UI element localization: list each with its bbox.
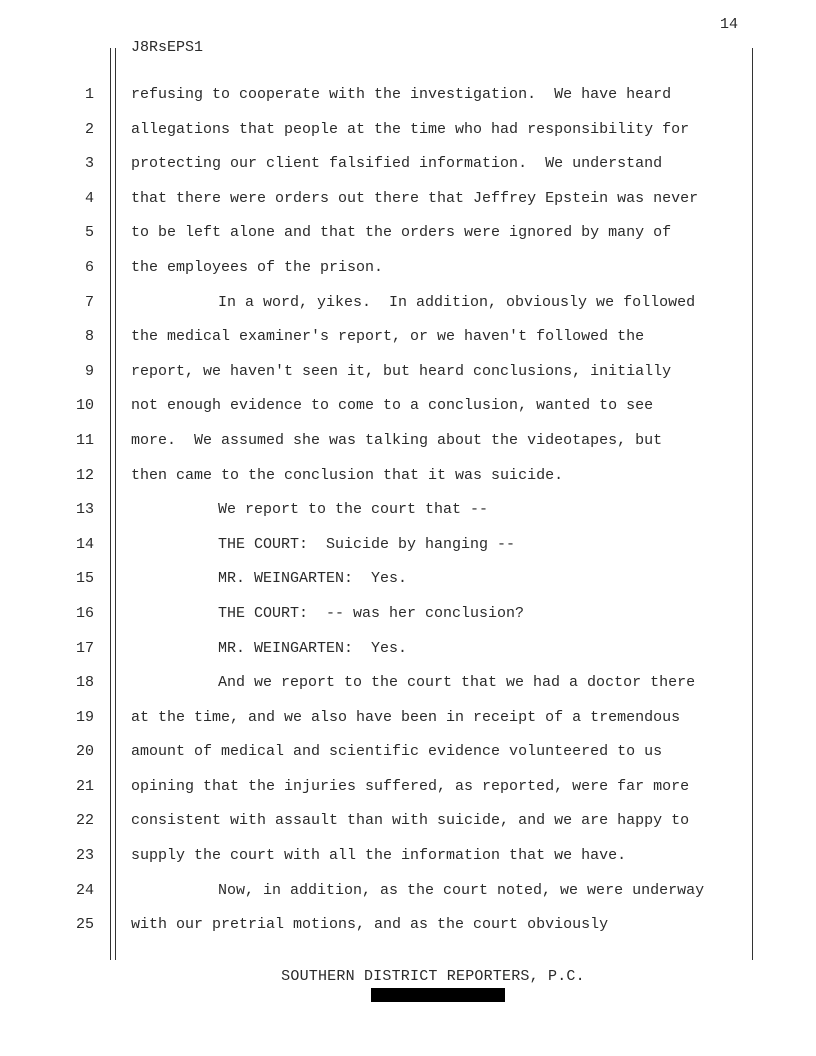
transcript-line: with our pretrial motions, and as the court obviously bbox=[131, 916, 609, 934]
transcript-line: We report to the court that -- bbox=[218, 501, 489, 519]
line-number: 8 bbox=[84, 328, 94, 346]
transcript-line: protecting our client falsified information. We understand bbox=[131, 155, 663, 173]
page-number: 14 bbox=[719, 16, 738, 33]
transcript-line: more. We assumed she was talking about the videotapes, but bbox=[131, 431, 663, 449]
line-number: 24 bbox=[75, 881, 94, 899]
line-number: 25 bbox=[75, 916, 94, 934]
transcript-line: to be left alone and that the orders were ignored by many of bbox=[131, 224, 672, 242]
line-number: 16 bbox=[75, 604, 94, 622]
footer-reporter-name: SOUTHERN DISTRICT REPORTERS, P.C. bbox=[281, 968, 585, 985]
transcript-line: report, we haven't seen it, but heard conclusions, initially bbox=[131, 362, 672, 380]
transcript-line: at the time, and we also have been in receipt of a tremendous bbox=[131, 708, 681, 726]
transcript-line: MR. WEINGARTEN: Yes. bbox=[218, 639, 408, 657]
line-number: 1 bbox=[84, 86, 94, 103]
transcript-line: In a word, yikes. In addition, obviously we followed bbox=[218, 293, 696, 311]
transcript-line: opining that the injuries suffered, as reported, were far more bbox=[131, 777, 690, 795]
line-number: 20 bbox=[75, 743, 94, 761]
transcript-line: And we report to the court that we had a doctor there bbox=[218, 674, 696, 692]
transcript-line: supply the court with all the information that we have. bbox=[131, 847, 627, 865]
line-number: 12 bbox=[75, 466, 94, 484]
line-number: 3 bbox=[84, 155, 94, 173]
line-number: 13 bbox=[75, 501, 94, 519]
line-number: 11 bbox=[75, 431, 94, 449]
line-number: 21 bbox=[75, 777, 94, 795]
line-number: 18 bbox=[75, 674, 94, 692]
transcript-line: THE COURT: -- was her conclusion? bbox=[218, 604, 525, 622]
transcript-line: that there were orders out there that Jeffrey Epstein was never bbox=[131, 189, 699, 207]
line-number: 5 bbox=[84, 224, 94, 242]
line-number: 2 bbox=[84, 120, 94, 138]
line-number: 9 bbox=[84, 362, 94, 380]
transcript-line: consistent with assault than with suicide, and we are happy to bbox=[131, 812, 690, 830]
transcript-body bbox=[131, 78, 746, 943]
line-number: 19 bbox=[75, 708, 94, 726]
transcript-line: allegations that people at the time who had responsibility for bbox=[131, 120, 690, 138]
transcript-line: amount of medical and scientific evidence volunteered to us bbox=[131, 743, 663, 761]
right-margin-rule bbox=[752, 48, 753, 960]
case-id-header: J8RsEPS1 bbox=[131, 39, 204, 56]
left-margin-rule-outer bbox=[110, 48, 111, 960]
line-number: 6 bbox=[84, 258, 94, 276]
transcript-line: THE COURT: Suicide by hanging -- bbox=[218, 535, 516, 553]
line-number: 22 bbox=[75, 812, 94, 830]
line-number: 15 bbox=[75, 570, 94, 588]
transcript-line: Now, in addition, as the court noted, we were underway bbox=[218, 881, 705, 899]
transcript-line: not enough evidence to come to a conclusion, wanted to see bbox=[131, 397, 654, 415]
line-number: 23 bbox=[75, 847, 94, 865]
line-number: 17 bbox=[75, 639, 94, 657]
line-number: 4 bbox=[84, 189, 94, 207]
transcript-line: refusing to cooperate with the investigation. We have heard bbox=[131, 86, 672, 103]
line-number-column bbox=[60, 78, 94, 943]
transcript-line: MR. WEINGARTEN: Yes. bbox=[218, 570, 408, 588]
left-margin-rule-inner bbox=[115, 48, 116, 960]
transcript-line: the employees of the prison. bbox=[131, 258, 384, 276]
line-number: 14 bbox=[75, 535, 94, 553]
transcript-line: then came to the conclusion that it was suicide. bbox=[131, 466, 564, 484]
line-number: 10 bbox=[75, 397, 94, 415]
line-number: 7 bbox=[84, 293, 94, 311]
transcript-line: the medical examiner's report, or we haven't followed the bbox=[131, 328, 645, 346]
redaction-bar bbox=[371, 988, 505, 1002]
